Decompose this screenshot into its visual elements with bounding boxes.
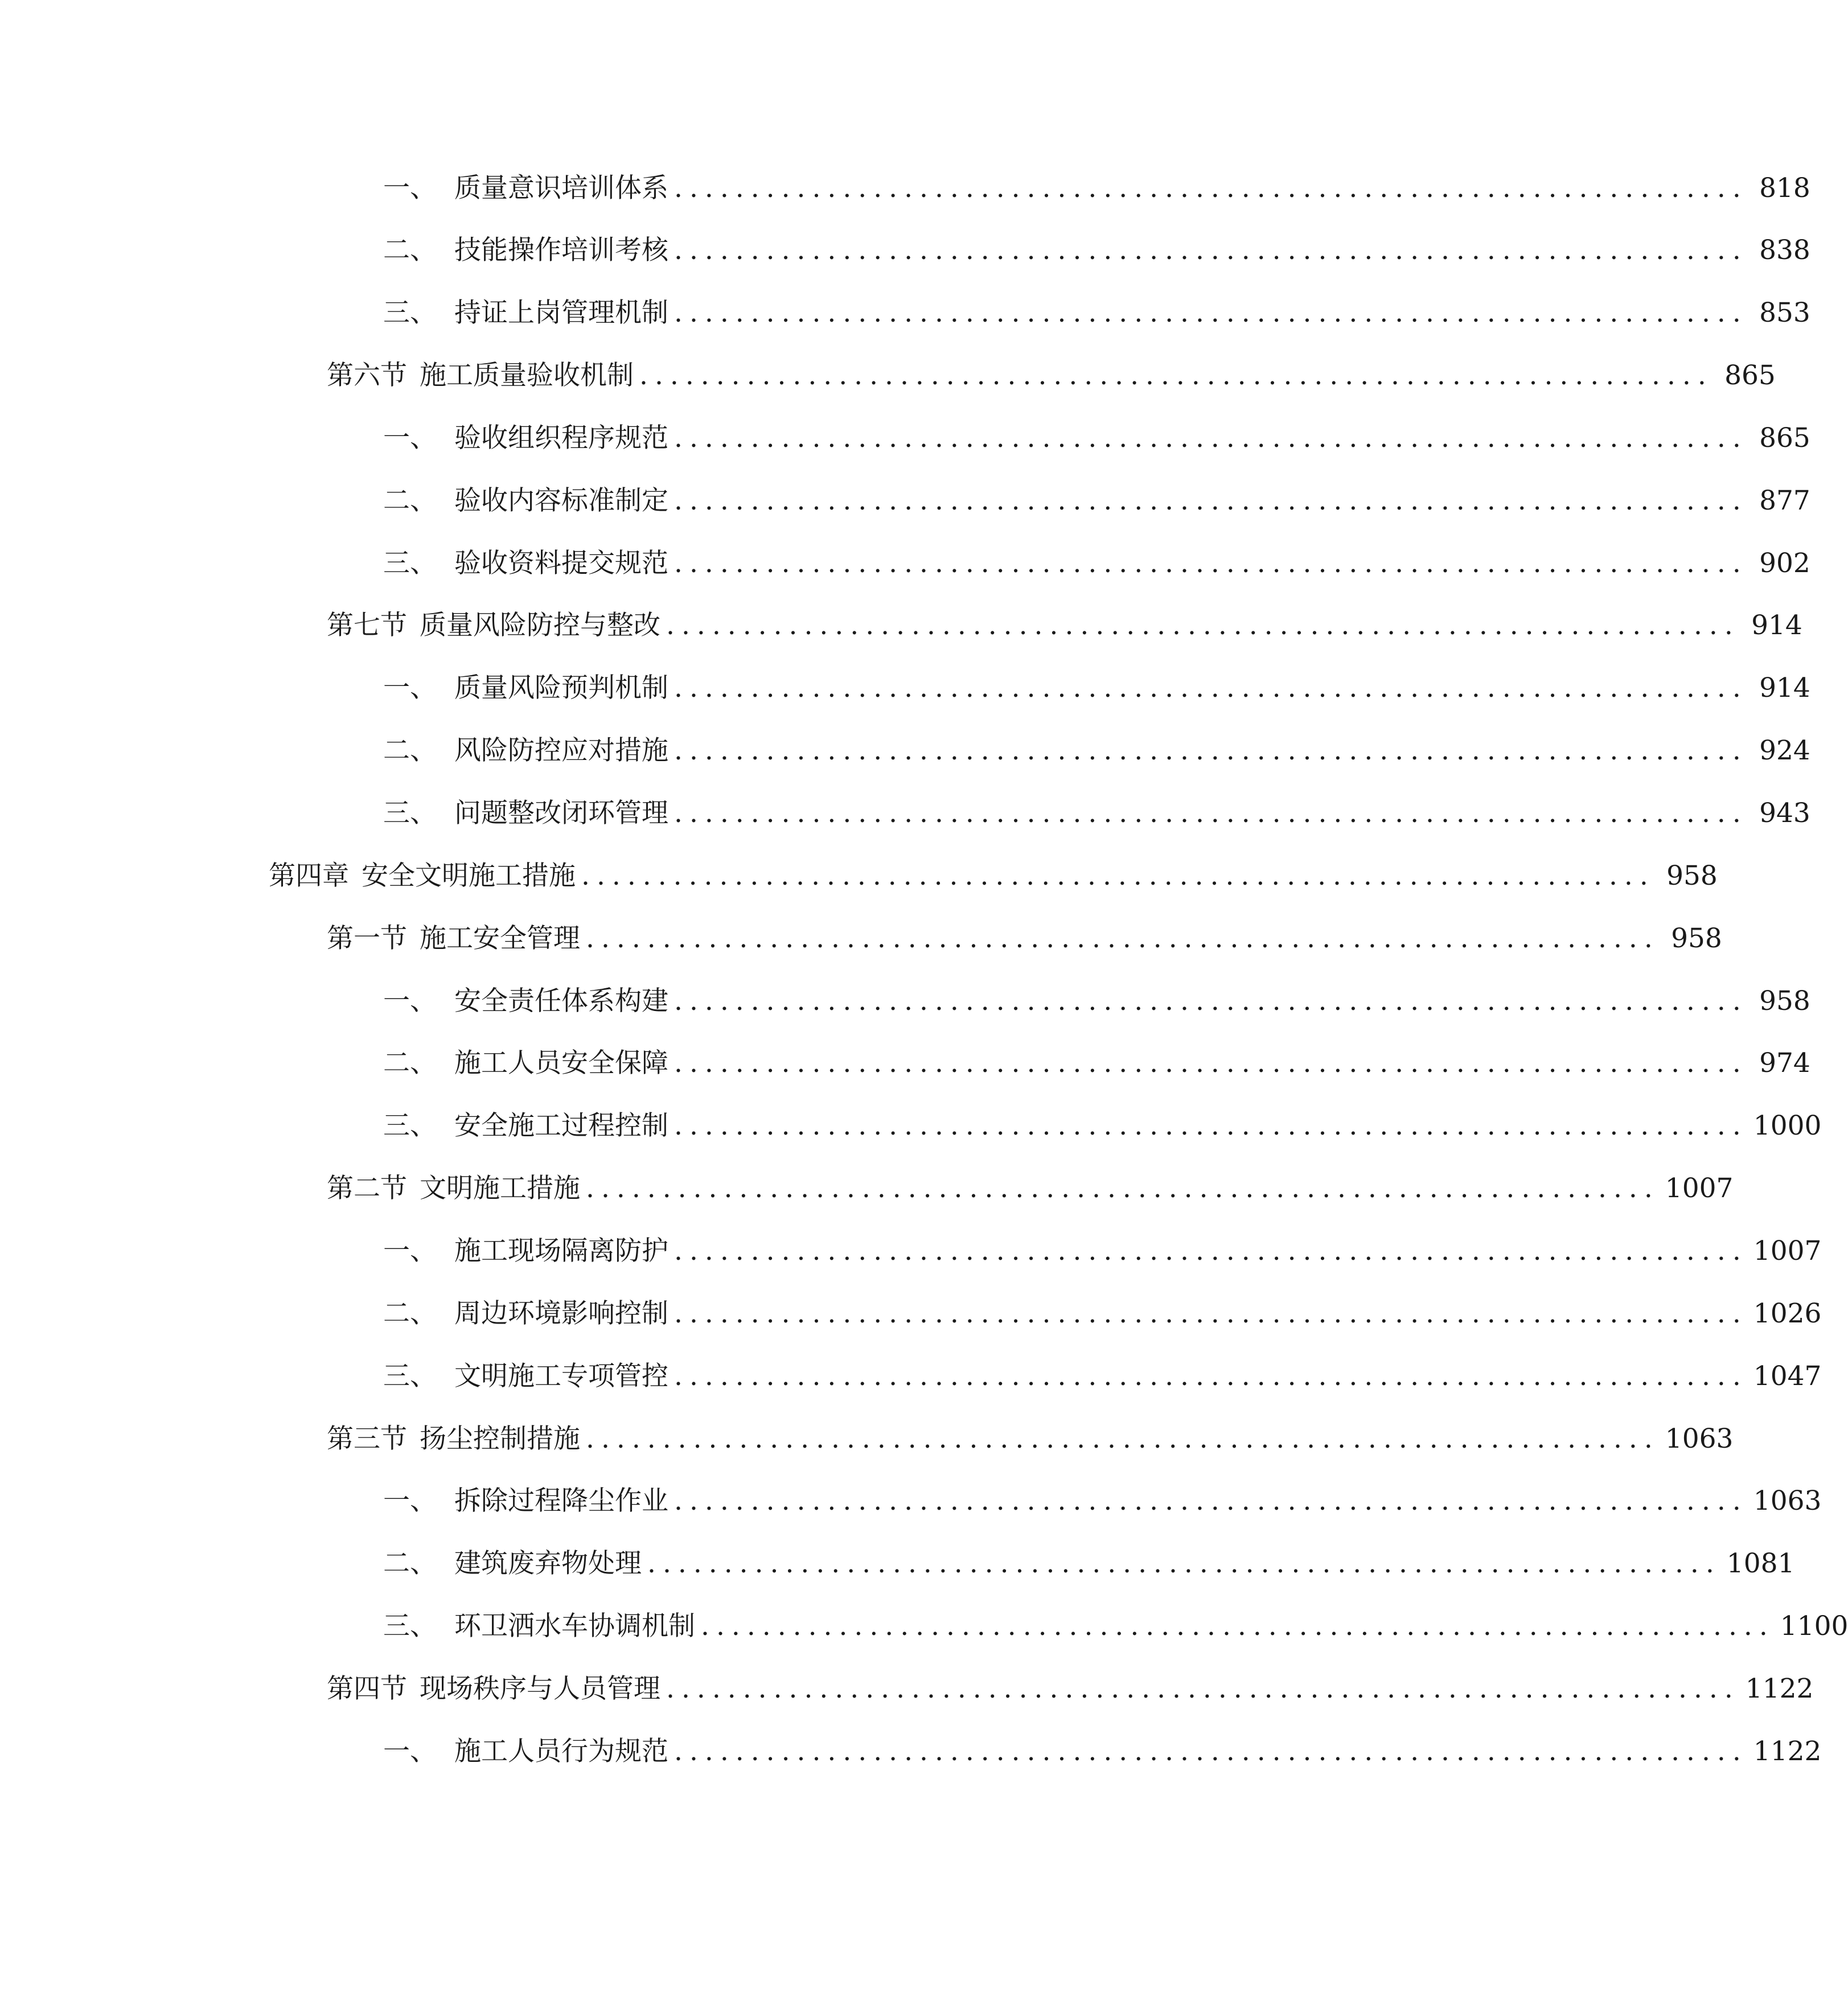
toc-entry-section[interactable]	[327, 1166, 1734, 1211]
toc-entry-page: 958	[1666, 860, 1718, 891]
toc-entry-title: 施工人员行为规范	[454, 1736, 668, 1767]
toc-entry-page: 1081	[1726, 1548, 1795, 1579]
dot-leader: ......................................................................	[674, 485, 1748, 516]
toc-entry-page: 1007	[1665, 1173, 1734, 1204]
toc-entry-page: 1063	[1753, 1485, 1822, 1517]
toc-entry[interactable]	[383, 1354, 1822, 1399]
toc-entry[interactable]	[383, 791, 1810, 836]
toc-entry[interactable]	[383, 1729, 1822, 1774]
toc-entry-section[interactable]	[327, 1666, 1814, 1712]
dot-leader: ......................................................................	[674, 1110, 1748, 1141]
dot-leader: ......................................................................	[586, 1173, 1660, 1204]
toc-entry[interactable]	[383, 1604, 1848, 1649]
toc-entry-title: 施工现场隔离防护	[454, 1235, 668, 1267]
toc-entry-title: 文明施工专项管控	[454, 1361, 668, 1392]
toc-entry-page: 914	[1751, 610, 1802, 641]
toc-entry-page: 1122	[1745, 1673, 1814, 1704]
toc-entry[interactable]	[383, 1041, 1810, 1086]
toc-entry-number: 一、	[383, 672, 437, 704]
toc-entry-number: 第六节	[327, 360, 407, 391]
dot-leader: ......................................................................	[674, 235, 1748, 266]
dot-leader: ......................................................................	[674, 985, 1748, 1017]
dot-leader: ......................................................................	[674, 1736, 1748, 1767]
toc-entry-page: 943	[1759, 798, 1810, 829]
toc-entry-number: 二、	[383, 1047, 437, 1079]
toc-entry-page: 1007	[1753, 1235, 1822, 1267]
dot-leader: ......................................................................	[666, 1673, 1740, 1704]
toc-entry-number: 二、	[383, 1548, 437, 1579]
toc-entry-page: 902	[1759, 548, 1810, 579]
toc-entry-page: 1000	[1753, 1110, 1822, 1141]
toc-entry-number: 一、	[383, 1485, 437, 1517]
toc-entry-title: 施工质量验收机制	[420, 360, 634, 391]
toc-entry-title: 持证上岗管理机制	[454, 297, 668, 328]
toc-entry[interactable]	[383, 728, 1810, 774]
toc-entry-title: 验收组织程序规范	[454, 422, 668, 454]
toc-entry-page: 914	[1759, 672, 1810, 704]
toc-entry-title: 施工人员安全保障	[454, 1047, 668, 1079]
toc-entry-number: 第四节	[327, 1673, 407, 1704]
toc-entry-title: 建筑废弃物处理	[454, 1548, 642, 1579]
dot-leader: ......................................................................	[674, 1361, 1748, 1392]
toc-entry-title: 现场秩序与人员管理	[420, 1673, 660, 1704]
dot-leader: ......................................................................	[647, 1548, 1721, 1579]
toc-entry-number: 二、	[383, 1298, 437, 1329]
toc-entry-number: 一、	[383, 1736, 437, 1767]
dot-leader: ......................................................................	[666, 610, 1740, 641]
toc-entry-page: 818	[1759, 172, 1810, 204]
toc-entry-page: 974	[1759, 1047, 1810, 1079]
toc-entry-title: 扬尘控制措施	[420, 1423, 580, 1454]
dot-leader: ......................................................................	[581, 860, 1655, 891]
toc-entry-title: 安全文明施工措施	[362, 860, 576, 891]
toc-entry-number: 二、	[383, 485, 437, 516]
toc-entry-title: 安全施工过程控制	[454, 1110, 668, 1141]
toc-entry-page: 1026	[1753, 1298, 1822, 1329]
dot-leader: ......................................................................	[674, 1298, 1748, 1329]
toc-entry-number: 第一节	[327, 923, 407, 954]
toc-entry-number: 第三节	[327, 1423, 407, 1454]
dot-leader: ......................................................................	[674, 735, 1748, 766]
dot-leader: ......................................................................	[674, 672, 1748, 704]
toc-entry-page: 865	[1724, 360, 1776, 391]
toc-entry[interactable]	[383, 1478, 1822, 1524]
toc-entry-title: 质量意识培训体系	[454, 172, 668, 204]
toc-entry-number: 三、	[383, 1610, 437, 1642]
toc-entry[interactable]	[383, 979, 1810, 1024]
toc-entry-page: 958	[1759, 985, 1810, 1017]
dot-leader: ......................................................................	[674, 297, 1748, 328]
toc-entry[interactable]	[383, 290, 1810, 336]
toc-entry[interactable]	[383, 416, 1810, 461]
toc-entry-page: 958	[1671, 923, 1722, 954]
toc-entry-section[interactable]	[327, 1416, 1734, 1462]
toc-entry-title: 拆除过程降尘作业	[454, 1485, 668, 1517]
toc-entry-chapter[interactable]	[269, 853, 1718, 899]
dot-leader: ......................................................................	[639, 360, 1713, 391]
toc-entry-title: 风险防控应对措施	[454, 735, 668, 766]
toc-entry-section[interactable]	[327, 353, 1776, 398]
dot-leader: ......................................................................	[586, 923, 1660, 954]
toc-entry-number: 二、	[383, 735, 437, 766]
toc-entry-title: 周边环境影响控制	[454, 1298, 668, 1329]
toc-entry[interactable]	[383, 1228, 1822, 1274]
toc-entry-title: 环卫洒水车协调机制	[454, 1610, 695, 1642]
toc-entry-number: 第二节	[327, 1173, 407, 1204]
toc-entry-title: 文明施工措施	[420, 1173, 580, 1204]
toc-entry-title: 质量风险防控与整改	[420, 610, 660, 641]
toc-entry-page: 1063	[1665, 1423, 1734, 1454]
toc-entry[interactable]	[383, 1103, 1822, 1149]
toc-entry-title: 质量风险预判机制	[454, 672, 668, 704]
toc-entry-number: 二、	[383, 235, 437, 266]
toc-entry-number: 第四章	[269, 860, 349, 891]
toc-entry-number: 三、	[383, 1361, 437, 1392]
dot-leader: ......................................................................	[586, 1423, 1660, 1454]
toc-entry-title: 施工安全管理	[420, 923, 580, 954]
toc-entry-number: 三、	[383, 548, 437, 579]
dot-leader: ......................................................................	[674, 798, 1748, 829]
toc-entry-number: 一、	[383, 985, 437, 1017]
toc-entry[interactable]	[383, 166, 1810, 211]
dot-leader: ......................................................................	[674, 1485, 1748, 1517]
toc-entry-number: 三、	[383, 798, 437, 829]
toc-entry-section[interactable]	[327, 603, 1802, 648]
toc-entry[interactable]	[383, 665, 1810, 711]
dot-leader: ......................................................................	[674, 1235, 1748, 1267]
toc-entry-number: 第七节	[327, 610, 407, 641]
toc-entry-page: 853	[1759, 297, 1810, 328]
toc-entry[interactable]	[383, 541, 1810, 586]
toc-entry-number: 一、	[383, 422, 437, 454]
toc-entry-number: 三、	[383, 297, 437, 328]
toc-entry[interactable]	[383, 228, 1810, 273]
toc-entry-title: 验收资料提交规范	[454, 548, 668, 579]
toc-entry-page: 1100	[1780, 1610, 1848, 1642]
toc-entry-number: 一、	[383, 1235, 437, 1267]
toc-entry-page: 924	[1759, 735, 1810, 766]
toc-entry-number: 三、	[383, 1110, 437, 1141]
toc-entry-section[interactable]	[327, 916, 1722, 961]
toc-entry-title: 问题整改闭环管理	[454, 798, 668, 829]
dot-leader: ......................................................................	[674, 548, 1748, 579]
toc-entry-number: 一、	[383, 172, 437, 204]
dot-leader: ......................................................................	[674, 422, 1748, 454]
toc-entry[interactable]	[383, 1541, 1795, 1587]
toc-entry-page: 877	[1759, 485, 1810, 516]
toc-entry-title: 技能操作培训考核	[454, 235, 668, 266]
dot-leader: ......................................................................	[674, 1047, 1748, 1079]
toc-entry-page: 865	[1759, 422, 1810, 454]
toc-entry[interactable]	[383, 478, 1810, 524]
toc-entry-page: 1047	[1753, 1361, 1822, 1392]
toc-entry-title: 验收内容标准制定	[454, 485, 668, 516]
toc-entry[interactable]	[383, 1291, 1822, 1337]
toc-entry-page: 838	[1759, 235, 1810, 266]
toc-entry-page: 1122	[1753, 1736, 1822, 1767]
toc-entry-title: 安全责任体系构建	[454, 985, 668, 1017]
dot-leader: ......................................................................	[701, 1610, 1775, 1642]
dot-leader: ......................................................................	[674, 172, 1748, 204]
